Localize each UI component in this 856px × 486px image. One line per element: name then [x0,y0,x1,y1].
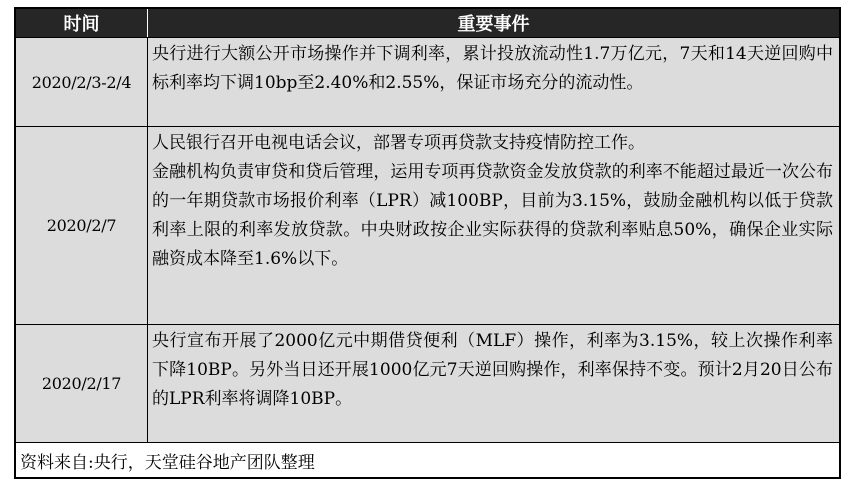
table-row [16,325,839,443]
row-date: 2020/2/7 [16,127,148,324]
event-paragraph: 央行进行大额公开市场操作并下调利率，累计投放流动性1.7万亿元，7天和14天逆回购中标利率均下调10bp至2.40%和2.55%，保证市场充分的流动性。 [152,44,833,93]
event-paragraph: 央行宣布开展了2000亿元中期借贷便利（MLF）操作，利率为3.15%，较上次操作利率下降10BP。另外当日还开展1000亿元7天逆回购操作，利率保持不变。预计2月20日公布的LPR利率将调降10BP。 [152,331,833,409]
source-note: 资料来自:央行，天堂硅谷地产团队整理 [16,443,839,477]
table-row [16,38,839,127]
event-paragraph: 金融机构负责审贷和贷后管理，运用专项再贷款资金发放贷款的利率不能超过最近一次公布的一年期贷款市场报价利率（LPR）减100BP，目前为3.15%，鼓励金融机构以低于贷款利率上限的利率发放贷款。中央财政按企业实际获得的贷款利率贴息50%，确保企业实际融资成本降至1.6%以下。 [152,162,833,269]
header-time: 时间 [16,9,148,37]
events-table [14,7,841,479]
table-row [16,127,839,325]
row-date: 2020/2/17 [16,325,148,442]
row-event [148,127,839,324]
row-event [148,325,839,442]
table-header [16,9,839,38]
row-date: 2020/2/3-2/4 [16,38,148,126]
event-paragraph: 人民银行召开电视电话会议，部署专项再贷款支持疫情防控工作。 [152,133,645,153]
header-event: 重要事件 [457,14,530,35]
row-event [148,38,839,126]
